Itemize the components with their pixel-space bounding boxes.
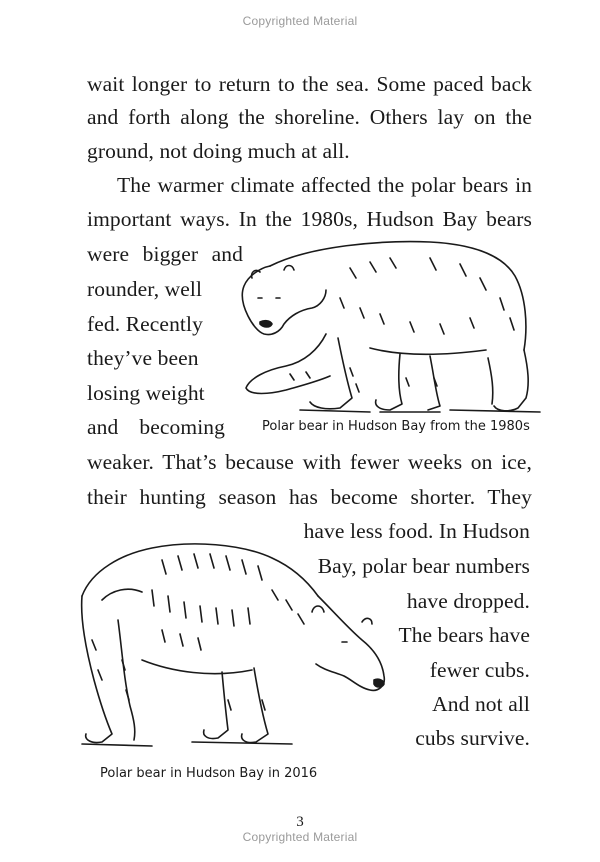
copyright-watermark-bottom: Copyrighted Material — [242, 830, 358, 844]
text-line: fewer cubs. — [429, 658, 530, 682]
page-number: 3 — [296, 814, 304, 830]
text-line: And not all — [432, 692, 530, 716]
polar-bear-2016-illustration — [72, 530, 392, 760]
polar-bear-1980s-illustration — [230, 238, 550, 416]
text-line: wait longer to return to the sea. Some paced back — [87, 72, 532, 96]
text-line: losing weight — [87, 381, 205, 405]
text-line: The bears have — [398, 623, 530, 647]
text-line: rounder, well — [87, 277, 203, 301]
text-line: have dropped. — [406, 589, 530, 613]
text-line: were bigger and — [87, 242, 243, 266]
copyright-watermark-top: Copyrighted Material — [242, 14, 358, 28]
figure-caption-2016: Polar bear in Hudson Bay in 2016 — [100, 766, 318, 781]
text-line: and forth along the shoreline. Others lay on the — [87, 105, 532, 129]
figure-caption-1980s: Polar bear in Hudson Bay from the 1980s — [262, 419, 530, 434]
text-line: and becoming — [87, 415, 225, 439]
text-line: their hunting season has become shorter. They — [87, 485, 532, 509]
text-line: Bay, polar bear numbers — [317, 554, 530, 578]
text-line: fed. Recently — [87, 312, 203, 336]
text-line: cubs survive. — [415, 726, 530, 750]
text-line: The warmer climate affected the polar bears in — [117, 173, 532, 197]
text-line: weaker. That’s because with fewer weeks on ice, — [87, 450, 532, 474]
text-line: they’ve been — [87, 346, 199, 370]
text-line: have less food. In Hudson — [303, 519, 530, 543]
text-line: ground, not doing much at all. — [87, 139, 350, 163]
text-line: important ways. In the 1980s, Hudson Bay bears — [87, 207, 532, 231]
